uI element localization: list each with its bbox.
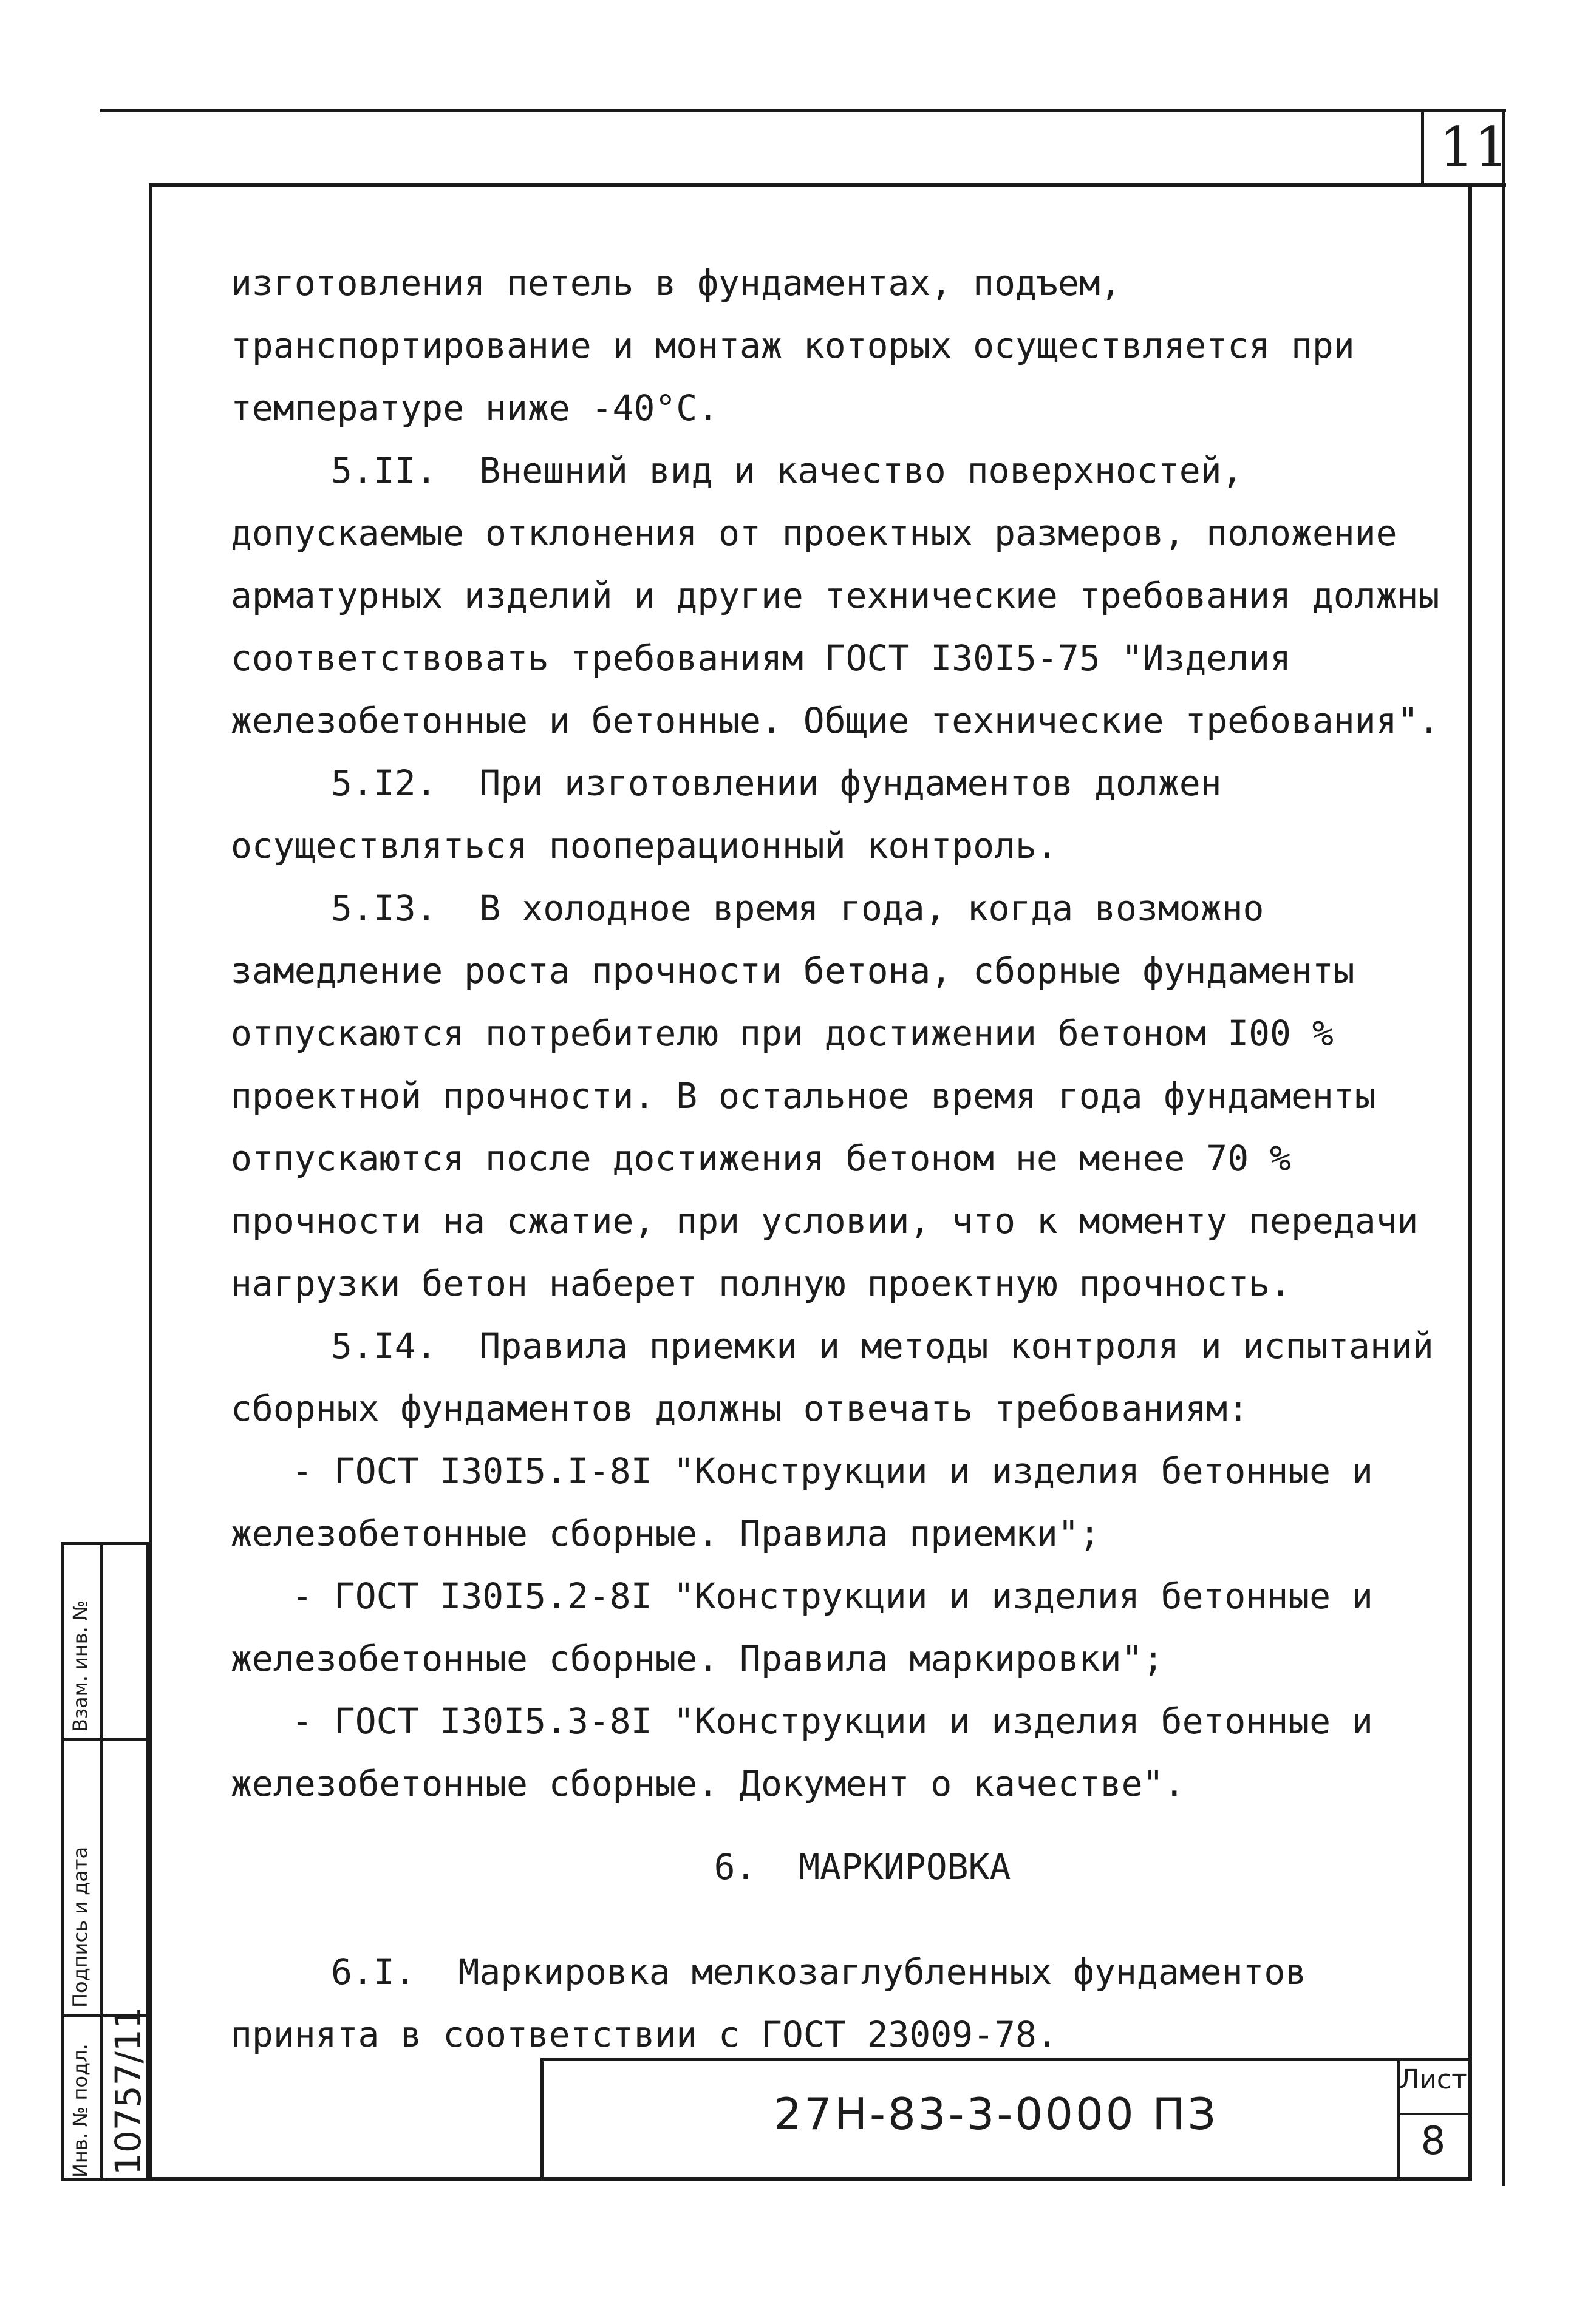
paragraph: 6.I. Маркировка мелкозаглубленных фундаментов принята в соответствии с ГОСТ 23009-78. — [231, 1951, 1328, 2055]
frame-left — [149, 183, 152, 2181]
title-block-left — [540, 2058, 544, 2180]
outer-right-rule — [1502, 109, 1505, 2186]
side-stamp-divider — [100, 1545, 103, 2178]
paragraph: изготовления петель в фундаментах, подъем, транспортирование и монтаж которых осуществляется при температуре ниже -40°С. — [231, 262, 1376, 429]
inv-label: Инв. № подл. — [69, 2044, 92, 2178]
paragraph: 5.I2. При изготовлении фундаментов должен осуществляться пооперационный контроль. — [231, 763, 1243, 866]
frame-right — [1468, 183, 1472, 2181]
top-rule — [100, 109, 1506, 112]
frame-bottom — [149, 2177, 1470, 2181]
side-stamp-row — [64, 1738, 152, 1741]
sheet-cell-divider — [1397, 2113, 1470, 2115]
paragraph: 5.I4. Правила приемки и методы контроля и испытаний сборных фундаментов должны отвечать требованиям: — [231, 1325, 1455, 1429]
list-item: - ГОСТ I30I5.2-8I "Конструкции и изделия бетонные и железобетонные сборные. Правила маркировки"; — [231, 1575, 1394, 1679]
document-body — [231, 252, 1461, 2066]
sheet-label: Лист — [1399, 2064, 1467, 2095]
signature-date-label: Подпись и дата — [69, 1846, 92, 2008]
page-number: 11 — [1439, 115, 1509, 179]
paragraph: 5.II. Внешний вид и качество поверхностей, допускаемые отклонения от проектных размеров, положение арматурных изделий и другие технические требования должны соответствовать требованиям ГОСТ I30I5-75 "Изделия железобетонные и бетонные. Общие технические требования". — [231, 450, 1461, 741]
replace-inv-label: Взам. инв. № — [69, 1600, 92, 1732]
paragraph: 5.I3. В холодное время года, когда возможно замедление роста прочности бетона, сборные фундаменты отпускаются потребителю при достижении бетоном I00 % проектной прочности. В остальное время года фундаменты отпускаются после достижения бетоном не менее 70 % прочности на сжатие, при условии, что к моменту передачи нагрузки бетон наберет полную проектную прочность. — [231, 888, 1440, 1304]
document-code: 27Н-83-3-0000 ПЗ — [774, 2088, 1218, 2139]
side-stamp — [61, 1542, 149, 2181]
list-item: - ГОСТ I30I5.I-8I "Конструкции и изделия бетонные и железобетонные сборные. Правила приемки"; — [231, 1450, 1394, 1554]
list-item: - ГОСТ I30I5.3-8I "Конструкции и изделия бетонные и железобетонные сборные. Документ о качестве". — [231, 1701, 1394, 1804]
section-heading: 6. МАРКИРОВКА — [714, 1846, 1011, 1887]
sheet-number: 8 — [1420, 2119, 1446, 2164]
page-number-divider — [1421, 109, 1424, 185]
title-block-top — [540, 2058, 1470, 2061]
frame-top — [149, 183, 1506, 187]
inv-number: 10757/11 — [107, 2006, 149, 2175]
